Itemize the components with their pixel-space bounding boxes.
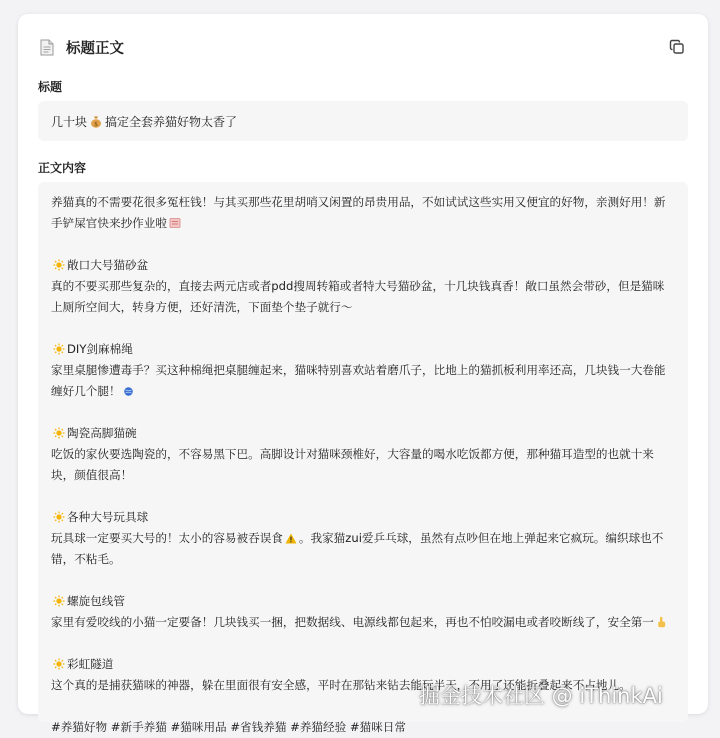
body-label: 正文内容 — [38, 161, 87, 175]
item-heading: 彩虹隧道 — [67, 657, 114, 671]
sun-icon — [53, 595, 65, 607]
item-text: 真的不要买那些复杂的，直接去两元店或者pdd搜周转箱或者特大号猫砂盆，十几块钱真香！敞口虽然会带砂，但是猫咪上厕所空间大，转身方便，还好清洗，下面垫个垫子就行～ — [51, 279, 665, 314]
item-text: 吃饭的家伙要选陶瓷的，不容易黑下巴。高脚设计对猫咪颈椎好，大容量的喝水吃饭都方便，那种猫耳造型的也就十来块，颜值很高！ — [51, 447, 654, 482]
sun-icon — [53, 658, 65, 670]
document-icon — [40, 39, 54, 56]
sun-icon — [53, 427, 65, 439]
body-item — [51, 507, 675, 570]
item-heading: 各种大号玩具球 — [67, 510, 149, 524]
item-text: 家里桌腿惨遭毒手？买这种棉绳把桌腿缠起来，猫咪特别喜欢站着磨爪子，比地上的猫抓板利用率还高，几块钱一大卷能缠好几个腿！ — [51, 363, 666, 398]
body-field[interactable] — [38, 182, 688, 734]
warning-icon — [285, 533, 297, 544]
title-text-part1: 几十块 — [51, 114, 88, 129]
sun-icon — [53, 259, 65, 271]
svg-text:$: $ — [94, 120, 98, 128]
copy-icon[interactable] — [668, 38, 686, 56]
title-text-part2: 搞定全套养猫好物太香了 — [105, 114, 238, 129]
sun-icon — [53, 511, 65, 523]
body-item — [51, 423, 675, 486]
yarn-ball-icon — [123, 386, 134, 397]
body-intro: 养猫真的不需要花很多冤枉钱！与其买那些花里胡哨又闲置的昂贵用品，不如试试这些实用又便宜的好物，亲测好用！新手铲屎官快来抄作业啦 — [51, 195, 666, 230]
card-title: 标题正文 — [66, 40, 124, 57]
item-heading: 敞口大号猫砂盆 — [67, 258, 149, 272]
body-item — [51, 255, 675, 318]
hashtags: #养猫好物 #新手养猫 #猫咪用品 #省钱养猫 #养猫经验 #猫咪日常 — [51, 720, 406, 734]
item-text-part2: 。我家猫zui爱乒乓球，虽然有点吵但在地上弹起来它疯玩。编织球也不错，不粘毛。 — [51, 531, 664, 566]
title-body-card — [18, 14, 708, 734]
body-item — [51, 591, 675, 633]
item-text: 这个真的是捕获猫咪的神器，躲在里面很有安全感，平时在那钻来钻去能玩半天，不用了还能折叠起来不占地儿。 — [51, 678, 631, 692]
item-text-part1: 玩具球一定要买大号的！太小的容易被吞误食 — [51, 531, 283, 545]
item-heading: 螺旋包线管 — [67, 594, 125, 608]
sun-icon — [53, 343, 65, 355]
title-field[interactable] — [38, 101, 688, 141]
body-item — [51, 339, 675, 402]
item-heading: DIY剑麻棉绳 — [67, 342, 133, 356]
card-header — [40, 36, 686, 58]
money-bag-icon — [90, 115, 102, 128]
notebook-icon — [169, 217, 181, 229]
pointing-up-icon — [656, 616, 667, 628]
item-text: 家里有爱咬线的小猫一定要备！几块钱买一捆，把数据线、电源线都包起来，再也不怕咬漏电或者咬断线了，安全第一 — [51, 615, 654, 629]
item-heading: 陶瓷高脚猫碗 — [67, 426, 137, 440]
watermark: 掘金技术社区 @ iThinkAi — [419, 684, 663, 708]
title-label: 标题 — [38, 80, 63, 94]
